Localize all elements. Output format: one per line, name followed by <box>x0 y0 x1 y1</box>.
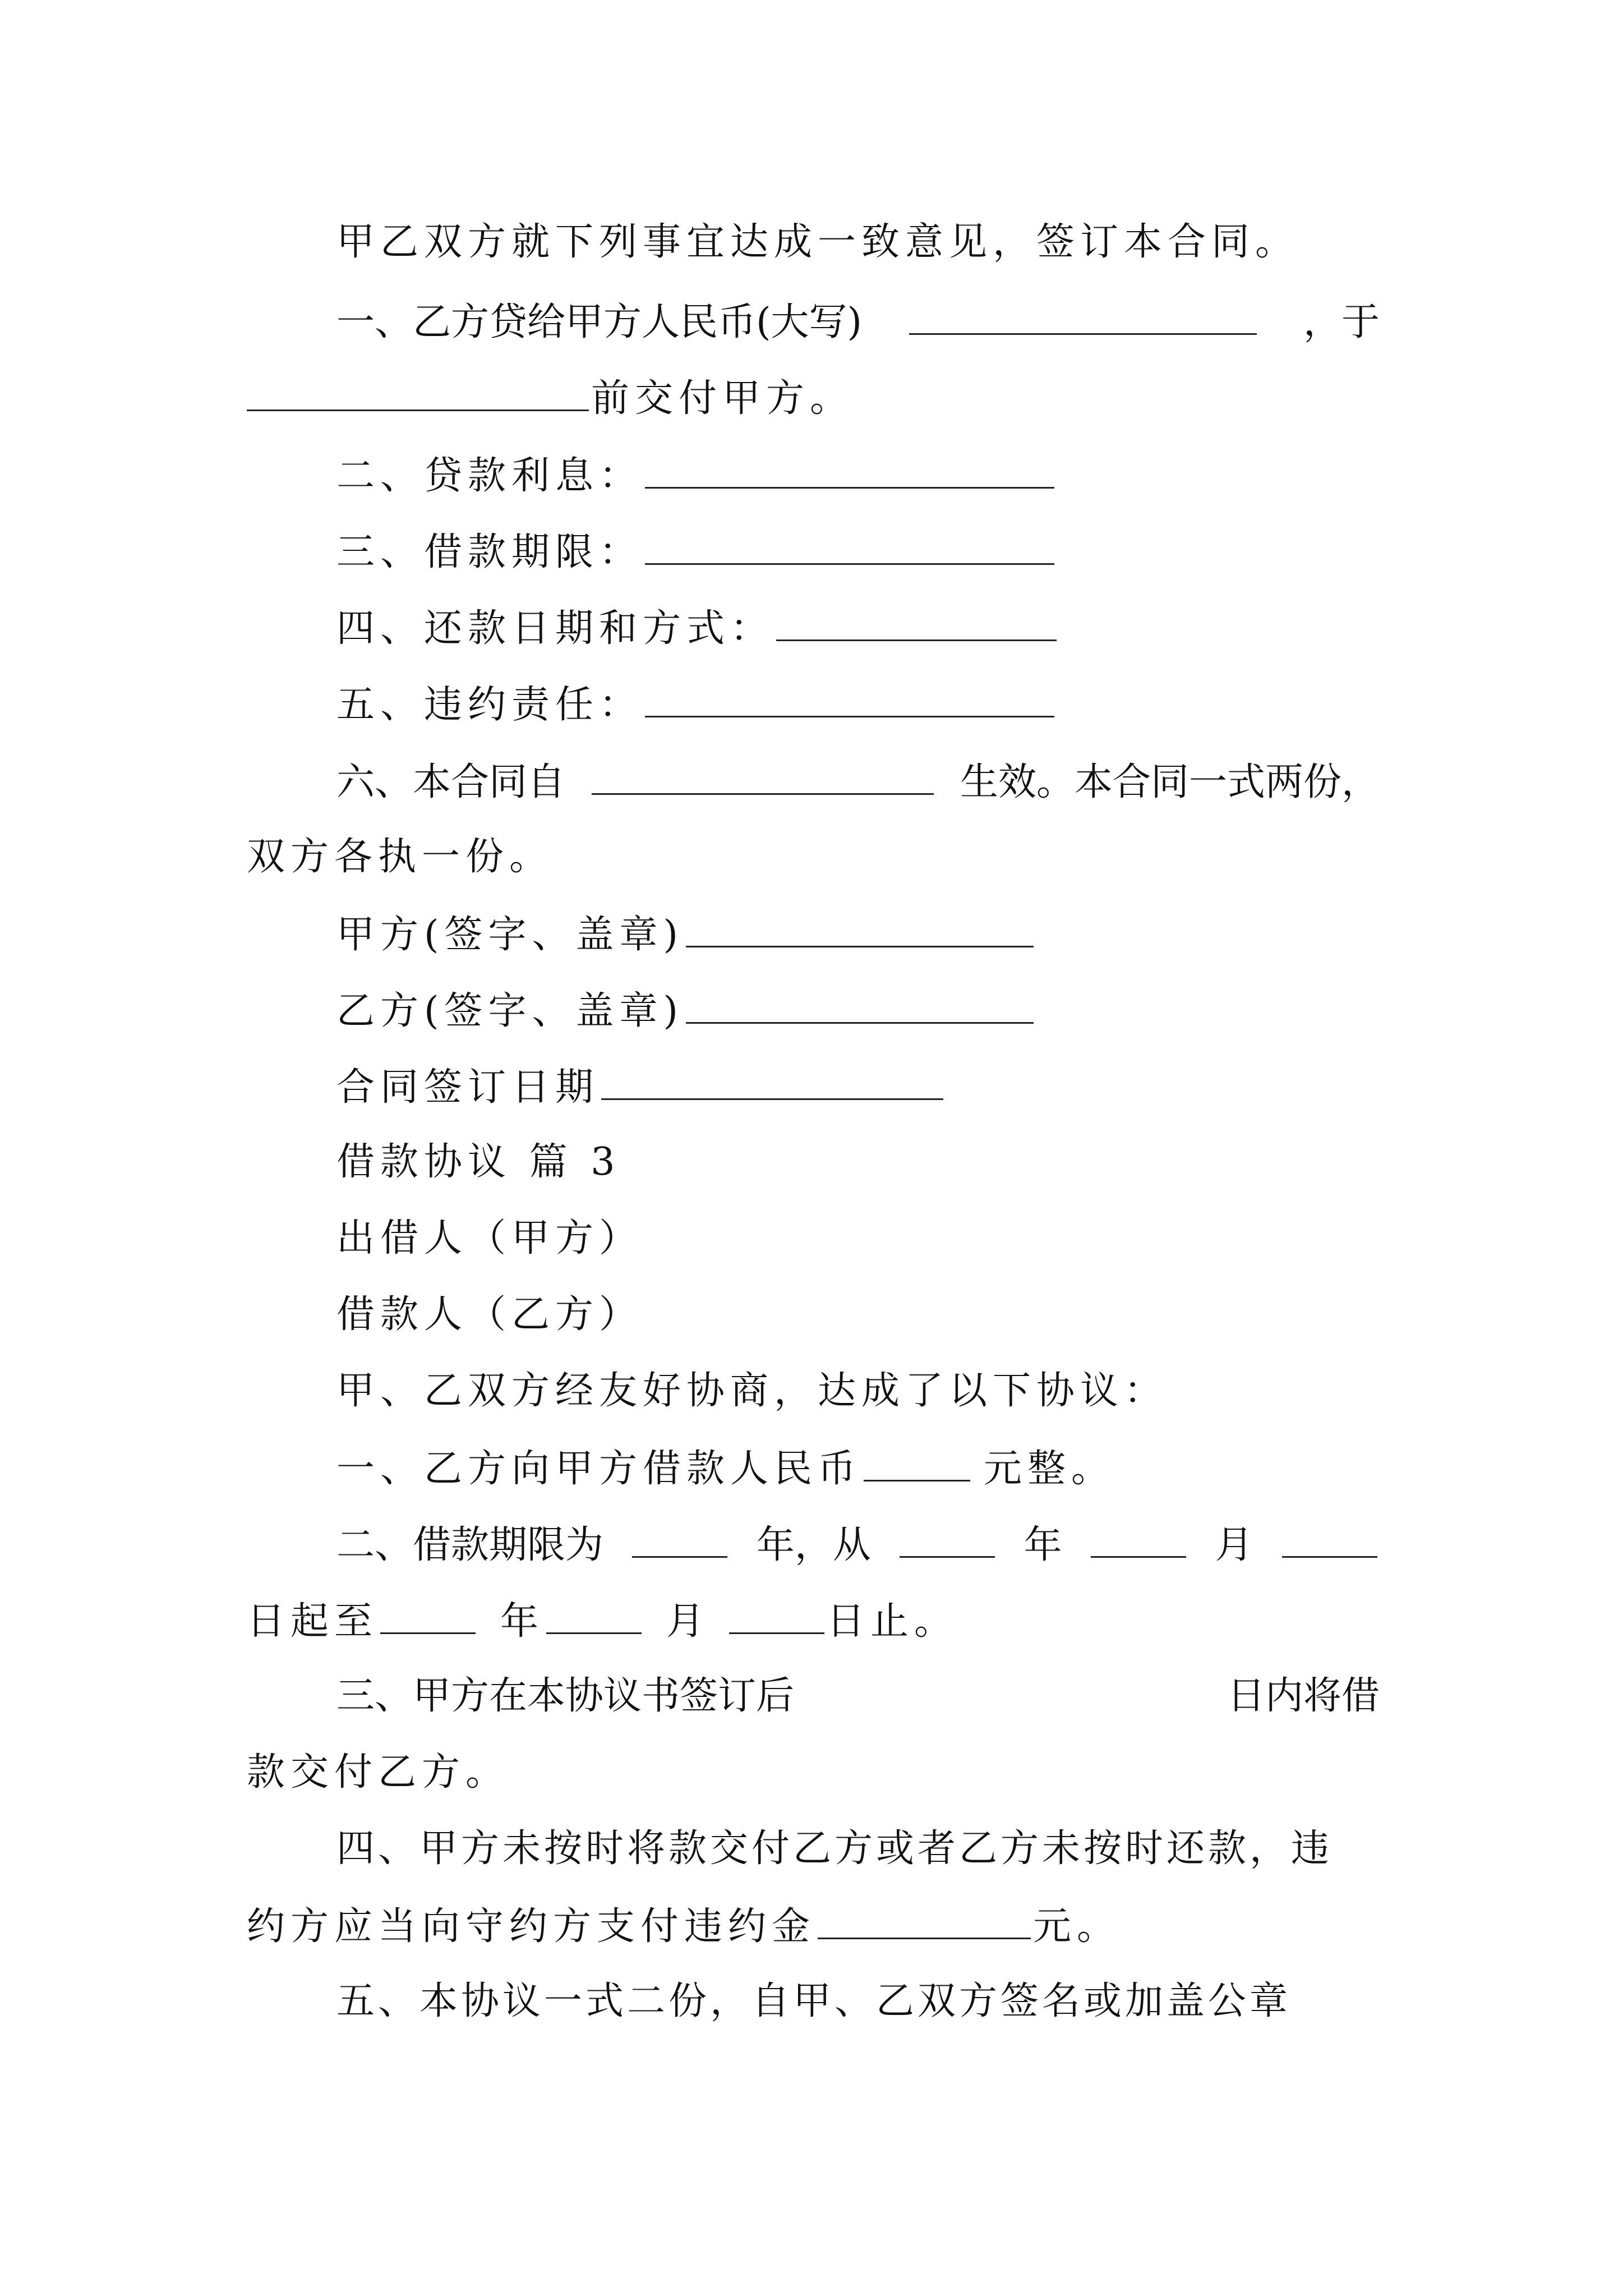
text-sign-a: 甲方(签字、盖章) <box>336 913 684 957</box>
text-c2-f: 年 <box>500 1599 545 1644</box>
text-sign-date: 合同签订日期 <box>336 1065 600 1110</box>
signature-date <box>336 1064 946 1108</box>
blank-from-day[interactable] <box>1282 1521 1377 1558</box>
blank-interest[interactable] <box>645 452 1054 489</box>
text-p7-a: 六、本合同自 <box>336 760 566 804</box>
blank-penalty-amount[interactable] <box>818 1903 1031 1939</box>
party-lender <box>336 1216 643 1261</box>
text-lender: 出借人（甲方） <box>336 1216 643 1260</box>
text-p7-b: 生效。本合同一式两份， <box>960 760 1380 804</box>
text-c2-e: 日起至 <box>247 1599 379 1644</box>
text-p6: 五、违约责任： <box>336 683 643 727</box>
blank-liability[interactable] <box>645 681 1054 717</box>
signature-party-b <box>336 987 1036 1032</box>
text-c2-a: 二、借款期限为 <box>336 1523 604 1567</box>
clause-effective <box>336 758 1380 803</box>
text-p2-c: 前交付甲方。 <box>591 376 854 421</box>
text-c4-b: 约方应当向守约方支付违约金 <box>247 1904 816 1949</box>
clause-repayment <box>336 605 1059 650</box>
clause-4-penalty-line-2 <box>247 1903 1121 1948</box>
blank-repayment[interactable] <box>776 605 1057 641</box>
clause-3-delivery-line-2 <box>247 1750 509 1795</box>
text-p2-b: ，于 <box>1303 300 1380 344</box>
text-p7-c: 双方各执一份。 <box>247 835 554 879</box>
text-borrower: 借款人（乙方） <box>336 1292 643 1337</box>
clause-2-term-line-1 <box>336 1521 1380 1566</box>
text-section-title: 借款协议 篇 3 <box>336 1140 621 1184</box>
paragraph-agreement-intro <box>336 220 1299 265</box>
blank-amount-uppercase[interactable] <box>909 298 1257 335</box>
clause-liability <box>336 681 1057 726</box>
blank-effective-date[interactable] <box>592 758 934 795</box>
blank-from-month[interactable] <box>1091 1521 1186 1558</box>
blank-loan-rmb[interactable] <box>864 1445 970 1481</box>
text-c1-b: 元整。 <box>984 1447 1115 1491</box>
signature-party-a <box>336 911 1036 956</box>
clause-3-delivery-line-1 <box>336 1674 1380 1719</box>
clause-delivery-date <box>247 375 854 420</box>
agreement-intro <box>336 1369 1168 1414</box>
blank-loan-term[interactable] <box>645 528 1054 565</box>
text-c4-c: 元。 <box>1033 1904 1121 1949</box>
text-c2-c: 年 <box>1023 1523 1062 1567</box>
text-c2-h: 日止。 <box>827 1599 958 1644</box>
clause-5-copies <box>336 1979 1291 2024</box>
clause-4-penalty-line-1 <box>336 1826 1332 1871</box>
text-p3: 二、贷款利息： <box>336 454 643 498</box>
text-c2-g: 月 <box>666 1599 711 1644</box>
clause-loan-amount <box>336 298 1380 343</box>
blank-sign-b[interactable] <box>686 987 1034 1024</box>
clause-interest <box>336 452 1057 497</box>
text-c5: 五、本协议一式二份，自甲、乙双方签名或加盖公章 <box>336 1979 1292 2023</box>
text-p5: 四、还款日期和方式： <box>336 606 774 651</box>
blank-from-year[interactable] <box>900 1521 995 1558</box>
blank-sign-date[interactable] <box>601 1064 943 1100</box>
text-c2-b: 年，从 <box>756 1523 871 1567</box>
text-p4: 三、借款期限： <box>336 530 643 574</box>
blank-delivery-date[interactable] <box>247 375 589 411</box>
clause-copies <box>247 835 553 880</box>
clause-2-term-line-2 <box>247 1598 958 1642</box>
text-c2-d: 月 <box>1215 1523 1253 1567</box>
blank-term-years[interactable] <box>632 1521 727 1558</box>
text-intro: 甲、乙双方经友好协商，达成了以下协议： <box>336 1369 1168 1413</box>
text-c4-a: 四、甲方未按时将款交付乙方或者乙方未按时还款，违 <box>336 1826 1333 1871</box>
text-sign-b: 乙方(签字、盖章) <box>336 989 684 1033</box>
party-borrower <box>336 1292 643 1337</box>
clause-loan-term <box>336 528 1057 573</box>
text-c3-b: 日内将借 <box>1227 1674 1380 1718</box>
blank-sign-a[interactable] <box>686 911 1034 947</box>
text-p2-a: 一、乙方贷给甲方人民币(大写) <box>336 300 863 344</box>
text-c3-c: 款交付乙方。 <box>247 1750 510 1795</box>
blank-to-year[interactable] <box>380 1598 476 1634</box>
section-title <box>336 1140 621 1185</box>
text-c1-a: 一、乙方向甲方借款人民币 <box>336 1447 862 1491</box>
blank-to-month[interactable] <box>546 1598 642 1634</box>
text-c3-a: 三、甲方在本协议书签订后 <box>336 1674 795 1718</box>
clause-1-amount <box>336 1445 1115 1490</box>
text-p1: 甲乙双方就下列事宜达成一致意见，签订本合同。 <box>336 220 1299 264</box>
blank-to-day[interactable] <box>729 1598 824 1634</box>
